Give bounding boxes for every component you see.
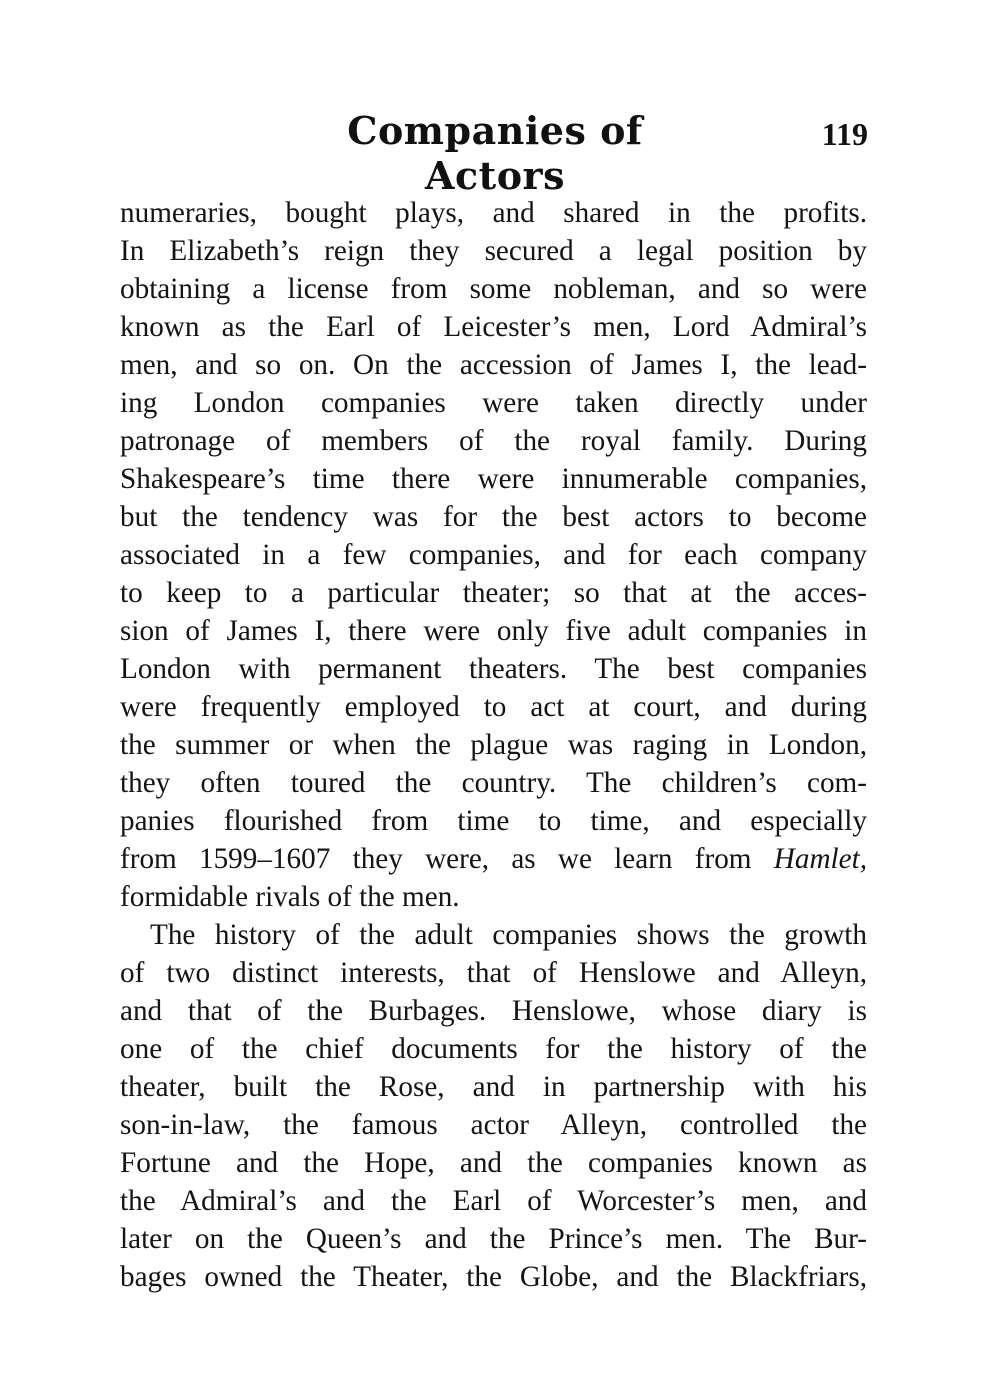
text-line: ing London companies were taken directly under <box>120 387 867 419</box>
text-line: later on the Queen’s and the Prince’s men. The Bur- <box>120 1223 867 1255</box>
text-line: obtaining a license from some nobleman, and so were <box>120 273 867 305</box>
running-head-title: Companies of Actors <box>347 108 643 198</box>
text-line: numeraries, bought plays, and shared in the profits. <box>120 197 867 229</box>
text-line: sion of James I, there were only five adult companies in <box>120 615 867 647</box>
text-line: panies flourished from time to time, and especially <box>120 805 867 837</box>
text-line: In Elizabeth’s reign they secured a legal position by <box>120 235 867 267</box>
text-line: of two distinct interests, that of Henslowe and Alleyn, <box>120 957 867 989</box>
text-line: but the tendency was for the best actors to become <box>120 501 867 533</box>
paragraph-start-line: The history of the adult companies shows the growth <box>150 919 867 951</box>
text-line: theater, built the Rose, and in partnership with his <box>120 1071 867 1103</box>
italic-title-hamlet: Hamlet, <box>773 843 867 875</box>
text-line: patronage of members of the royal family. During <box>120 425 867 457</box>
text-line: London with permanent theaters. The best companies <box>120 653 867 685</box>
text-line: son-in-law, the famous actor Alleyn, controlled the <box>120 1109 867 1141</box>
text-line: associated in a few companies, and for each company <box>120 539 867 571</box>
paragraph-end-line: formidable rivals of the men. <box>120 881 460 913</box>
text-line: and that of the Burbages. Henslowe, whose diary is <box>120 995 867 1027</box>
text-line: were frequently employed to act at court, and during <box>120 691 867 723</box>
text-line: Shakespeare’s time there were innumerable companies, <box>120 463 867 495</box>
text-line: Fortune and the Hope, and the companies known as <box>120 1147 867 1179</box>
text-line-with-italic <box>120 840 867 878</box>
text-line: the summer or when the plague was raging in London, <box>120 729 867 761</box>
text-line: they often toured the country. The children’s com- <box>120 767 867 799</box>
text-fragment: from 1599–1607 they were, as we learn from <box>120 843 752 875</box>
text-line: men, and so on. On the accession of James I, the lead- <box>120 349 867 381</box>
text-line: known as the Earl of Leicester’s men, Lord Admiral’s <box>120 311 867 343</box>
text-line: the Admiral’s and the Earl of Worcester’s men, and <box>120 1185 867 1217</box>
text-line: to keep to a particular theater; so that at the acces- <box>120 577 867 609</box>
page-number: 119 <box>821 116 868 152</box>
text-line: one of the chief documents for the history of the <box>120 1033 867 1065</box>
text-line: bages owned the Theater, the Globe, and the Blackfriars, <box>120 1261 867 1293</box>
